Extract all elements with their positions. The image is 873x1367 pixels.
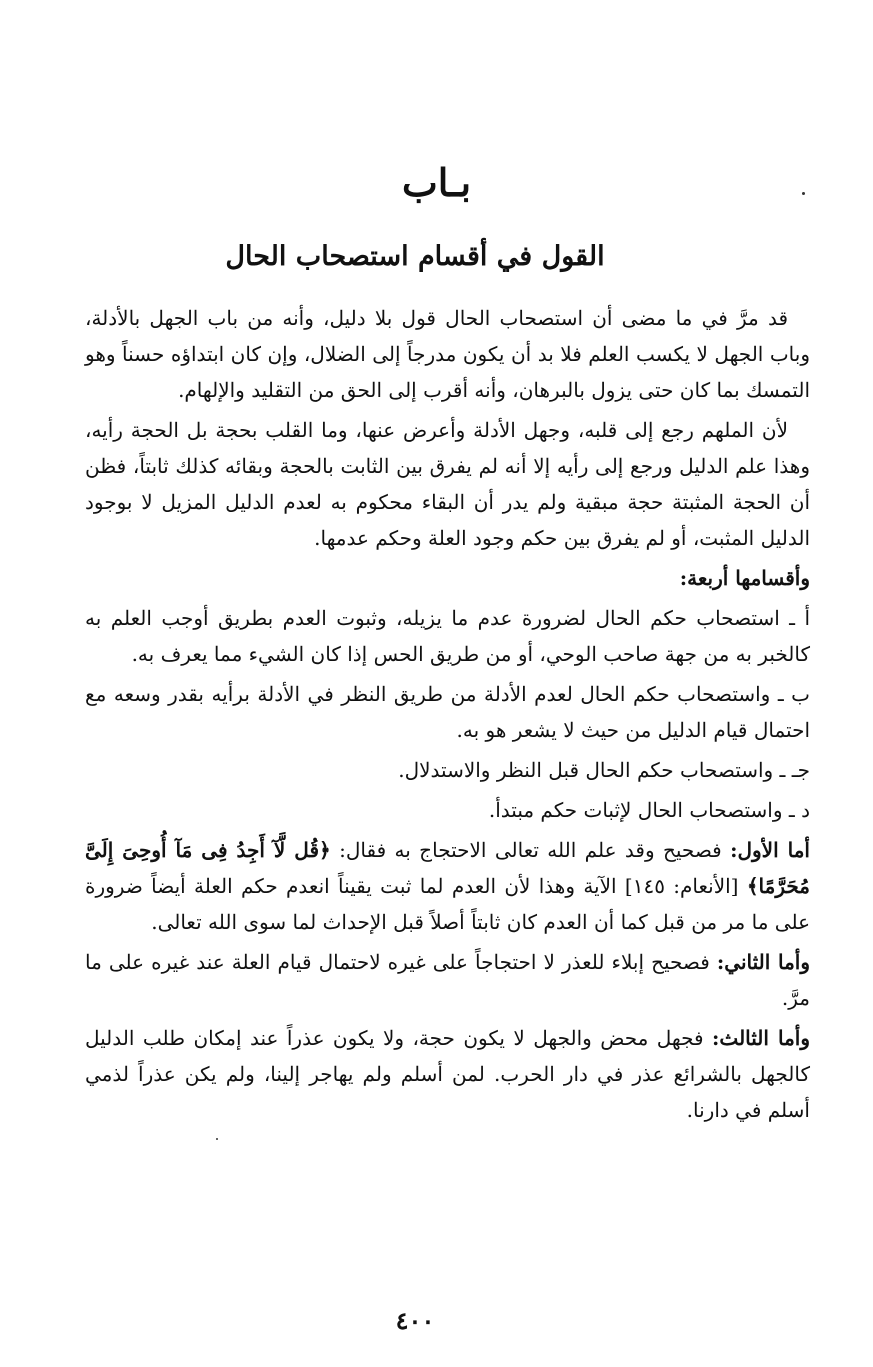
first-explanation — [85, 832, 810, 940]
second-text: فصحيح إبلاء للعذر لا احتجاجاً على غيره لاحتمال قيام العلة عند غيره على ما مرَّ. — [85, 950, 810, 1010]
first-text-2: [الأنعام: ١٤٥] الآية وهذا لأن العدم لما ثبت يقيناً انعدم حكم العلة أيضاً ضرورة على ما مر من قبل كما أن العدم كان ثابتاً أصلاً قبل الإحداث لما سوى الله تعالى. — [85, 874, 810, 934]
paragraph-2: لأن الملهم رجع إلى قلبه، وجهل الأدلة وأعرض عنها، وما القلب بحجة بل الحجة رأيه، وهذا علم الدليل ورجع إلى رأيه إلا أنه لم يفرق بين الثابت بالحجة وبقائه كذلك ثابتاً، فظن أن الحجة المثبتة حجة مبقية ولم يدر أن البقاء محكوم به لعدم الدليل المزيل لا بوجود الدليل المثبت، أو لم يفرق بين حكم وجود العلة وحكم عدمها. — [85, 418, 810, 550]
second-explanation — [85, 944, 810, 1016]
first-lead: أما الأول: — [730, 838, 810, 862]
division-item-b: ب ـ واستصحاب حكم الحال لعدم الأدلة من طريق النظر في الأدلة برأيه بقدر وسعه مع احتمال قيام الدليل من حيث لا يشعر هو به. — [85, 682, 810, 742]
third-lead: وأما الثالث: — [712, 1026, 810, 1050]
division-item-c: جـ ـ واستصحاب حكم الحال قبل النظر والاستدلال. — [398, 758, 810, 782]
division-item-d: د ـ واستصحاب الحال لإثبات حكم مبتدأ. — [488, 798, 810, 822]
paragraph-1: قد مرَّ في ما مضى أن استصحاب الحال قول بلا دليل، وأنه من باب الجهل بالأدلة، وباب الجهل لا يكسب العلم فلا بد أن يكون مدرجاً إلى الضلال، وإن كان ابتداؤه حسناً وهو التمسك بما كان حتى يزول بالبرهان، وأنه أقرب إلى الحق من التقليد والإلهام. — [85, 306, 810, 402]
first-text-1: فصحيح وقد علم الله تعالى الاحتجاج به فقال: — [330, 838, 731, 862]
quran-verse: ﴿قُل لَّآ أَجِدُ فِى مَآ أُوحِىَ إِلَىَّ مُحَرَّمًا﴾ — [85, 838, 810, 898]
third-text: فجهل محض والجهل لا يكون حجة، ولا يكون عذراً عند إمكان طلب الدليل كالجهل بالشرائع عذر في دار الحرب. لمن أسلم ولم يهاجر إلينا، ولم يكن عذراً لذمي أسلم في دارنا. — [85, 1026, 810, 1122]
page-number: ٤٠٠ — [395, 1306, 435, 1335]
chapter-heading: بـاب — [401, 160, 472, 205]
division-item-a: أ ـ استصحاب حكم الحال لضرورة عدم ما يزيله، وثبوت العدم بطريق أوجب العلم به كالخبر به من جهة صاحب الوحي، أو من طريق الحس إذا كان الشيء مما يعرف به. — [85, 606, 810, 666]
scan-speck — [216, 1138, 218, 1140]
chapter-title: القول في أقسام استصحاب الحال — [225, 241, 605, 272]
scan-speck — [802, 192, 805, 195]
third-explanation — [85, 1020, 810, 1128]
body-text — [85, 300, 810, 1132]
second-lead: وأما الثاني: — [716, 950, 810, 974]
divisions-heading: وأقسامها أربعة: — [679, 566, 810, 590]
